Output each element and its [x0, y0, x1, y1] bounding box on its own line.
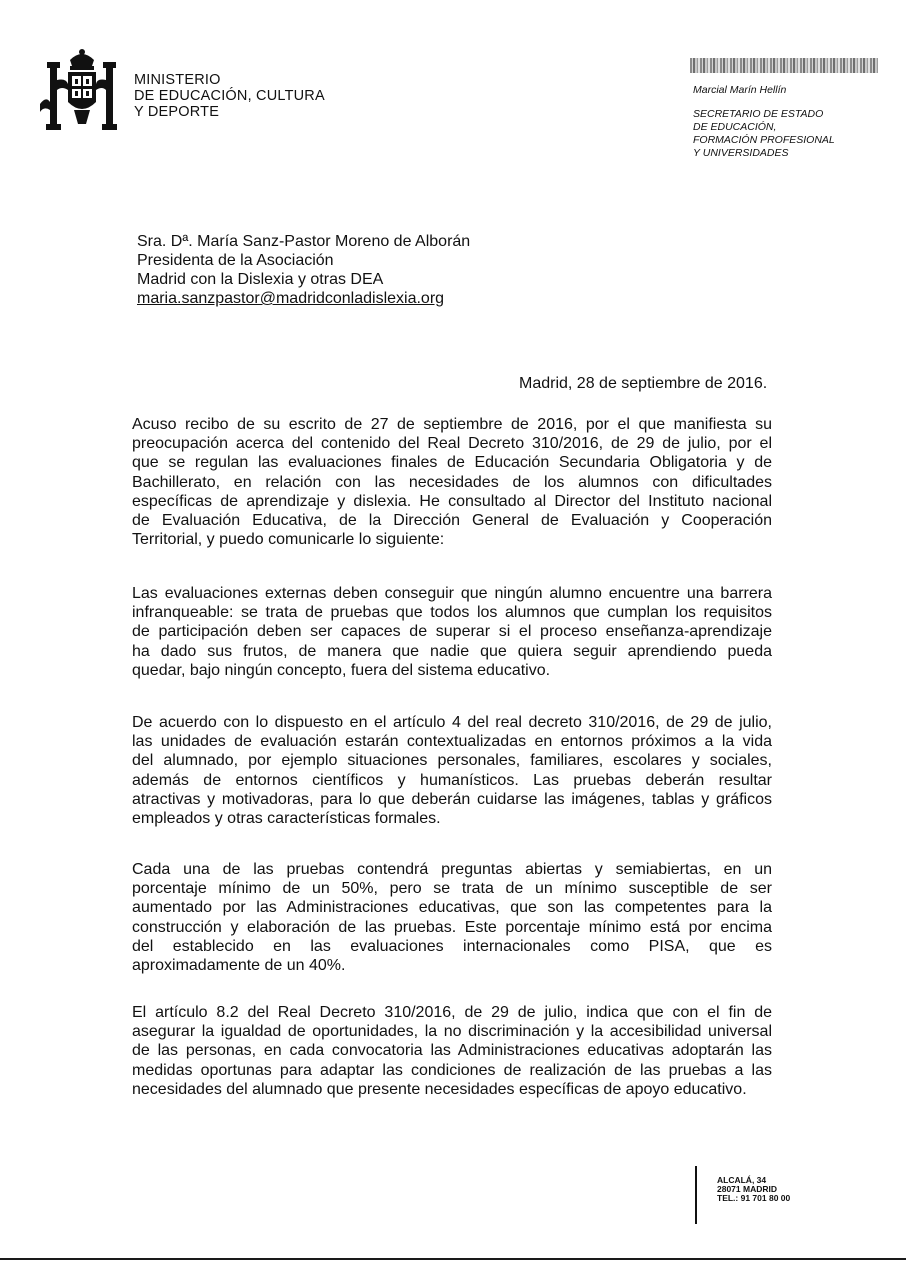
footer-divider — [695, 1166, 697, 1224]
paragraph-line: del alumnado, por ejemplo situaciones personales, familiares, escolares y sociales, — [132, 752, 772, 770]
addressee-role: Presidenta de la Asociación — [137, 252, 334, 269]
paragraph-line: asegurar la igualdad de oportunidades, la no discriminación y la accesibilidad universal — [132, 1023, 772, 1041]
paragraph-line: medidas oportunas para adaptar las condiciones de realización de las pruebas a las — [132, 1061, 772, 1079]
signatory-title-line: SECRETARIO DE ESTADO — [693, 108, 824, 120]
page-bottom-rule — [0, 1258, 906, 1260]
body-paragraph — [132, 713, 772, 828]
signatory-block — [693, 84, 835, 160]
ministry-line: MINISTERIO — [134, 72, 221, 88]
footer-address-line: 28071 MADRID — [717, 1184, 777, 1194]
addressee-block — [137, 232, 470, 308]
body-paragraph — [132, 584, 772, 680]
paragraph-line: ha dado sus frutos, de manera que nadie que quiera seguir aprendiendo pueda — [132, 642, 772, 660]
ministry-line: Y DEPORTE — [134, 104, 220, 120]
paragraph-line: infranqueable: se trata de pruebas que todos los alumnos que cumplan los requisitos — [132, 604, 772, 622]
paragraph-line: además de entornos científicos y humanísticos. Las pruebas deberán resultar — [132, 771, 772, 789]
body-paragraph — [132, 415, 772, 549]
paragraph-line: las unidades de evaluación estarán contextualizadas en entornos próximos a la vida — [132, 733, 772, 751]
paragraph-line: de participación deben ser capaces de superar si el proceso enseñanza-aprendizaje — [132, 623, 772, 641]
ministry-line: DE EDUCACIÓN, CULTURA — [134, 88, 325, 104]
signatory-title-line: Y UNIVERSIDADES — [693, 147, 789, 159]
paragraph-line: preocupación acerca del contenido del Real Decreto 310/2016, de 29 de julio, por el — [132, 435, 772, 453]
signatory-title-line: FORMACIÓN PROFESIONAL — [693, 134, 835, 146]
letter-date: Madrid, 28 de septiembre de 2016. — [519, 375, 768, 392]
paragraph-line: El artículo 8.2 del Real Decreto 310/2016, de 29 de julio, indica que con el fin de — [132, 1004, 772, 1021]
paragraph-line: construcción y elaboración de las pruebas. Este porcentaje mínimo está por encima — [132, 918, 772, 936]
addressee-organization: Madrid con la Dislexia y otras DEA — [137, 271, 384, 288]
body-paragraph — [132, 860, 772, 975]
addressee-name: Sra. Dª. María Sanz-Pastor Moreno de Alborán — [137, 233, 471, 250]
paragraph-line: Las evaluaciones externas deben conseguir que ningún alumno encuentre una barrera — [132, 585, 772, 602]
footer-address — [717, 1176, 790, 1203]
paragraph-line: específicas de aprendizaje y dislexia. He consultado al Director del Instituto nacional — [132, 492, 772, 510]
paragraph-line: aumentado por las Administraciones educativas, que son las competentes para la — [132, 899, 772, 917]
paragraph-line: que se regulan las evaluaciones finales de Educación Secundaria Obligatoria y de — [132, 454, 772, 472]
signatory-title — [693, 108, 835, 160]
ministry-name — [134, 72, 325, 120]
coat-of-arms-icon — [40, 44, 122, 136]
paragraph-line: porcentaje mínimo de un 50%, pero se trata de un mínimo susceptible de ser — [132, 880, 772, 898]
paragraph-line: Territorial, y puedo comunicarle lo siguiente: — [132, 531, 445, 549]
paragraph-line: aproximadamente de un 40%. — [132, 957, 346, 975]
addressee-email-link[interactable]: maria.sanzpastor@madridconladislexia.org — [137, 290, 445, 307]
footer-address-line: TEL.: 91 701 80 00 — [717, 1193, 791, 1203]
scan-artifact-bar — [690, 58, 878, 73]
paragraph-line: quedar, bajo ningún concepto, fuera del sistema educativo. — [132, 661, 551, 679]
paragraph-line: de las personas, en cada convocatoria las Administraciones educativas adoptarán las — [132, 1042, 772, 1060]
signatory-title-line: DE EDUCACIÓN, — [693, 121, 777, 133]
footer-address-line: ALCALÁ, 34 — [717, 1175, 767, 1185]
paragraph-line: Cada una de las pruebas contendrá preguntas abiertas y semiabiertas, en un — [132, 861, 772, 878]
paragraph-line: de Evaluación Educativa, de la Dirección General de Evaluación y Cooperación — [132, 512, 772, 530]
paragraph-line: De acuerdo con lo dispuesto en el artículo 4 del real decreto 310/2016, de 29 de julio, — [132, 714, 772, 731]
paragraph-line: Bachillerato, en relación con las necesidades de los alumnos con dificultades — [132, 473, 772, 491]
paragraph-line: necesidades del alumnado que presente necesidades específicas de apoyo educativo. — [132, 1080, 747, 1098]
signatory-name: Marcial Marín Hellín — [693, 84, 787, 96]
paragraph-line: Acuso recibo de su escrito de 27 de septiembre de 2016, por el que manifiesta su — [132, 416, 772, 433]
body-paragraph — [132, 1003, 772, 1099]
paragraph-line: atractivas y motivadoras, para lo que deberán cuidarse las imágenes, tablas y gráficos — [132, 790, 772, 808]
paragraph-line: empleados y otras características formales. — [132, 810, 441, 828]
paragraph-line: del establecido en las evaluaciones internacionales como PISA, que es — [132, 937, 772, 955]
